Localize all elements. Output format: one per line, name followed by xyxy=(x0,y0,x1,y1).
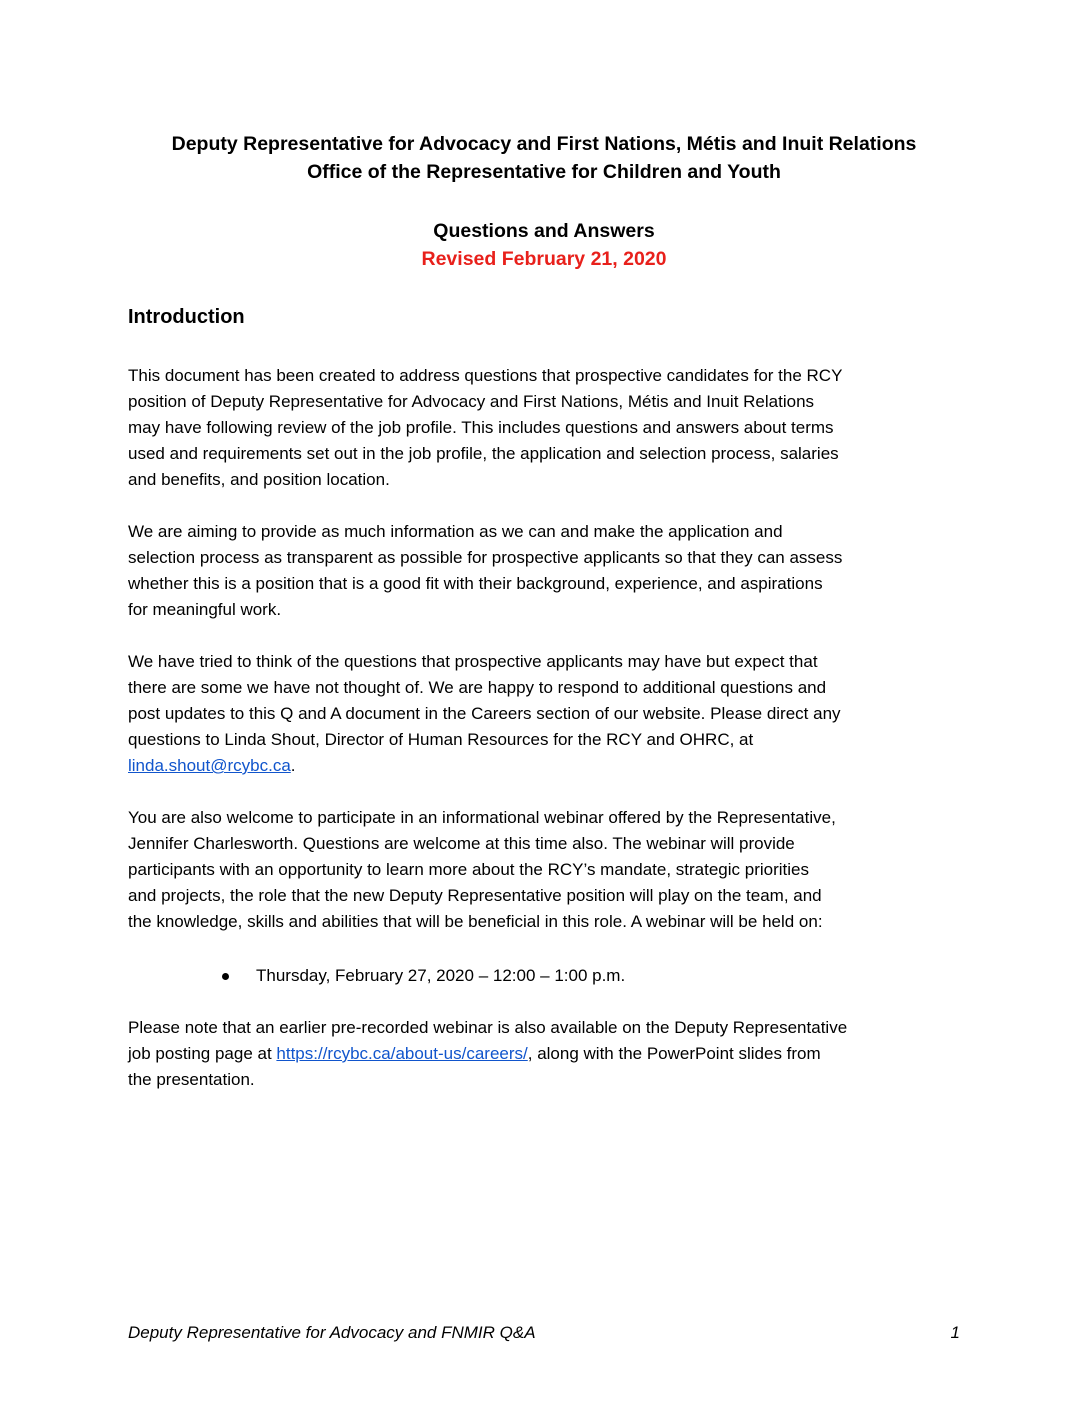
email-suffix: . xyxy=(290,756,296,775)
text-line: the knowledge, skills and abilities that will be beneficial in this role. A webinar will be held on: xyxy=(128,912,823,931)
text-line: whether this is a position that is a good fit with their background, experience, and aspirations xyxy=(128,574,823,593)
title-line-2: Office of the Representative for Children and Youth xyxy=(307,161,781,183)
paragraph-contact xyxy=(128,649,968,779)
subtitle: Questions and Answers xyxy=(433,220,655,242)
text-line xyxy=(128,1041,968,1067)
paragraph-webinar xyxy=(128,805,968,935)
page-number: 1 xyxy=(950,1323,960,1342)
email-link[interactable]: linda.shout@rcybc.ca xyxy=(128,756,291,775)
text-line: and benefits, and position location. xyxy=(128,470,390,489)
paragraph-intro xyxy=(128,363,968,493)
text-suffix: , along with the PowerPoint slides from xyxy=(527,1044,821,1063)
text-line: post updates to this Q and A document in the Careers section of our website. Please direct any xyxy=(128,704,841,723)
text-line: there are some we have not thought of. We are happy to respond to additional questions and xyxy=(128,678,827,697)
text-line: questions to Linda Shout, Director of Human Resources for the RCY and OHRC, at xyxy=(128,730,754,749)
section-heading-introduction: Introduction xyxy=(128,306,245,328)
subtitle-block xyxy=(128,217,960,273)
text-line: for meaningful work. xyxy=(128,600,282,619)
paragraph-recorded-webinar xyxy=(128,1015,968,1093)
text-line: We are aiming to provide as much information as we can and make the application and xyxy=(128,522,783,541)
text-line: You are also welcome to participate in an informational webinar offered by the Representative, xyxy=(128,808,836,827)
text-line: Please note that an earlier pre-recorded webinar is also available on the Deputy Representative xyxy=(128,1018,848,1037)
text-line: This document has been created to address questions that prospective candidates for the RCY xyxy=(128,366,843,385)
footer-title: Deputy Representative for Advocacy and FNMIR Q&A xyxy=(128,1323,536,1342)
revised-date: Revised February 21, 2020 xyxy=(421,248,667,270)
text-line: participants with an opportunity to learn more about the RCY’s mandate, strategic priorities xyxy=(128,860,809,879)
document-title xyxy=(128,130,960,186)
text-line: the presentation. xyxy=(128,1070,255,1089)
text-line: We have tried to think of the questions that prospective applicants may have but expect that xyxy=(128,652,818,671)
text-line: Jennifer Charlesworth. Questions are welcome at this time also. The webinar will provide xyxy=(128,834,795,853)
text-line: may have following review of the job profile. This includes questions and answers about terms xyxy=(128,418,834,437)
text-line: selection process as transparent as possible for prospective applicants so that they can assess xyxy=(128,548,843,567)
title-line-1: Deputy Representative for Advocacy and First Nations, Métis and Inuit Relations xyxy=(171,133,917,155)
text-line: position of Deputy Representative for Advocacy and First Nations, Métis and Inuit Relations xyxy=(128,392,815,411)
text-line xyxy=(128,753,968,779)
text-line: and projects, the role that the new Deputy Representative position will play on the team, and xyxy=(128,886,822,905)
bullet-text: Thursday, February 27, 2020 – 12:00 – 1:00 p.m. xyxy=(256,966,626,985)
paragraph-aims xyxy=(128,519,968,623)
text-prefix: job posting page at xyxy=(128,1044,277,1063)
careers-link[interactable]: https://rcybc.ca/about-us/careers/ xyxy=(276,1044,528,1063)
text-line: used and requirements set out in the job profile, the application and selection process, salaries xyxy=(128,444,839,463)
bullet-icon xyxy=(222,973,229,980)
